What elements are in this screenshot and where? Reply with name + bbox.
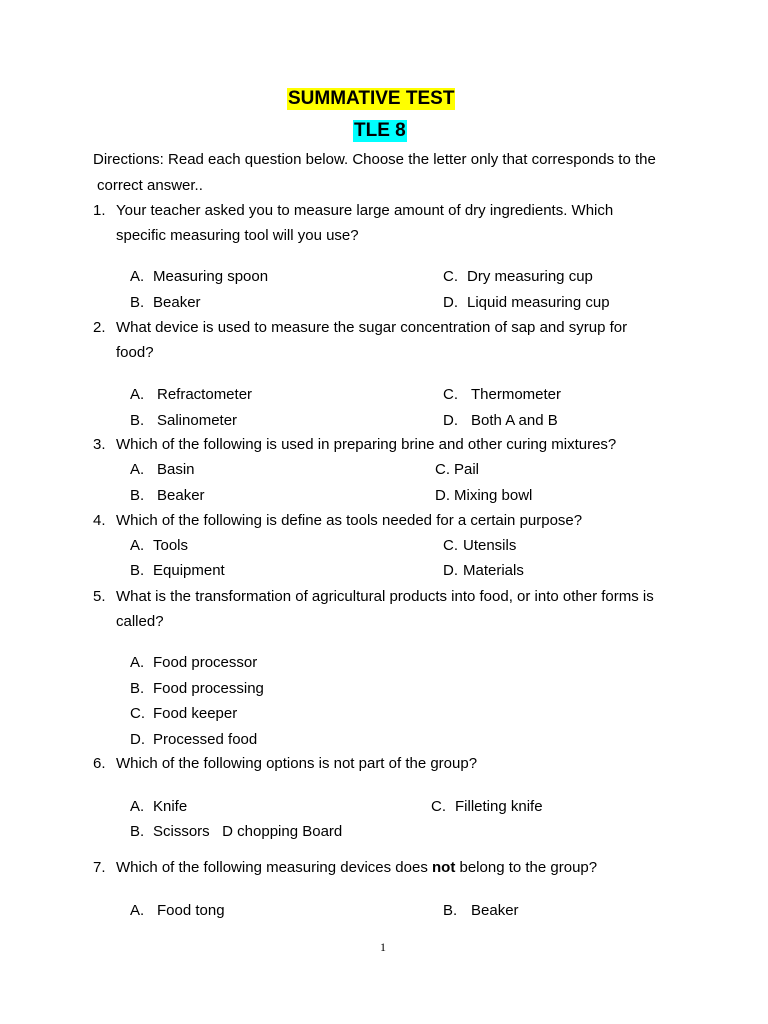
choice-letter: D. [443, 562, 458, 579]
question-text [116, 859, 597, 877]
choice-letter: D. [443, 412, 458, 429]
choice-text: Beaker [157, 487, 205, 504]
choice-text: Processed food [153, 731, 258, 748]
question-text-part: Which of the following measuring devices does [116, 859, 432, 876]
page-subtitle: TLE 8 [354, 120, 406, 141]
choice-text: Filleting knife [455, 798, 543, 815]
choice-letter: A. [130, 902, 145, 919]
choice-letter: D. [435, 487, 450, 504]
choice-letter: B. [130, 412, 145, 429]
choice-letter: A. [130, 654, 145, 671]
question-number: 5. [93, 588, 106, 605]
choice-text: Equipment [153, 562, 225, 579]
choice-letter: C. [443, 268, 458, 285]
question-text-part: belong to the group? [455, 859, 598, 876]
choice-text: Beaker [471, 902, 519, 919]
choice-letter: A. [130, 386, 145, 403]
page-title: SUMMATIVE TEST [288, 88, 455, 109]
question-number: 6. [93, 755, 106, 772]
choice-text: Knife [153, 798, 188, 815]
choice-letter: B. [130, 294, 145, 311]
question-text: specific measuring tool will you use? [116, 227, 359, 244]
choice-letter: A. [130, 461, 145, 478]
question-text: Which of the following is define as tools needed for a certain purpose? [116, 512, 583, 529]
choice-letter: D. [130, 731, 145, 748]
choice-letter: C. [130, 705, 145, 722]
choice-text: Scissors D chopping Board [153, 823, 343, 840]
choice-letter: D. [443, 294, 458, 311]
choice-text: Mixing bowl [454, 487, 533, 504]
question-text: Which of the following is used in preparing brine and other curing mixtures? [116, 436, 617, 453]
choice-text: Food processor [153, 654, 258, 671]
choice-text: Beaker [153, 294, 201, 311]
choice-letter: A. [130, 268, 145, 285]
choice-text: Dry measuring cup [467, 268, 593, 285]
choice-text: Measuring spoon [153, 268, 269, 285]
choice-letter: C. [443, 386, 458, 403]
choice-letter: B. [130, 680, 145, 697]
choice-letter: C. [431, 798, 446, 815]
choice-text: Materials [463, 562, 524, 579]
question-number: 7. [93, 859, 106, 876]
choice-text: Food processing [153, 680, 264, 697]
choice-letter: A. [130, 798, 145, 815]
choice-letter: B. [130, 823, 145, 840]
choice-text: Tools [153, 537, 189, 554]
choice-letter: B. [130, 487, 145, 504]
choice-text: Both A and B [471, 412, 558, 429]
choice-text: Liquid measuring cup [467, 294, 610, 311]
question-number: 3. [93, 436, 106, 453]
question-number: 1. [93, 202, 106, 219]
question-number: 2. [93, 319, 106, 336]
choice-letter: C. [435, 461, 450, 478]
question-text: called? [116, 613, 164, 630]
directions-line-1: Directions: Read each question below. Choose the letter only that corresponds to the [93, 151, 656, 168]
choice-letter: C. [443, 537, 458, 554]
question-text: Which of the following options is not part of the group? [116, 755, 478, 772]
choice-text: Utensils [463, 537, 517, 554]
choice-text: Food keeper [153, 705, 238, 722]
choice-text: Food tong [157, 902, 225, 919]
choice-text: Basin [157, 461, 195, 478]
directions-line-2: correct answer.. [97, 177, 203, 194]
choice-letter: A. [130, 537, 145, 554]
choice-text: Refractometer [157, 386, 253, 403]
emphasis-not: not [432, 859, 456, 876]
choice-text: Pail [454, 461, 480, 478]
question-text: What is the transformation of agricultural products into food, or into other forms is [116, 588, 654, 605]
choice-letter: B. [443, 902, 458, 919]
question-text: Your teacher asked you to measure large amount of dry ingredients. Which [116, 202, 614, 219]
choice-text: Salinometer [157, 412, 238, 429]
question-number: 4. [93, 512, 106, 529]
question-text: What device is used to measure the sugar concentration of sap and syrup for [116, 319, 628, 336]
choice-text: Thermometer [471, 386, 562, 403]
page-number: 1 [380, 940, 386, 954]
question-text: food? [116, 344, 154, 361]
choice-letter: B. [130, 562, 145, 579]
